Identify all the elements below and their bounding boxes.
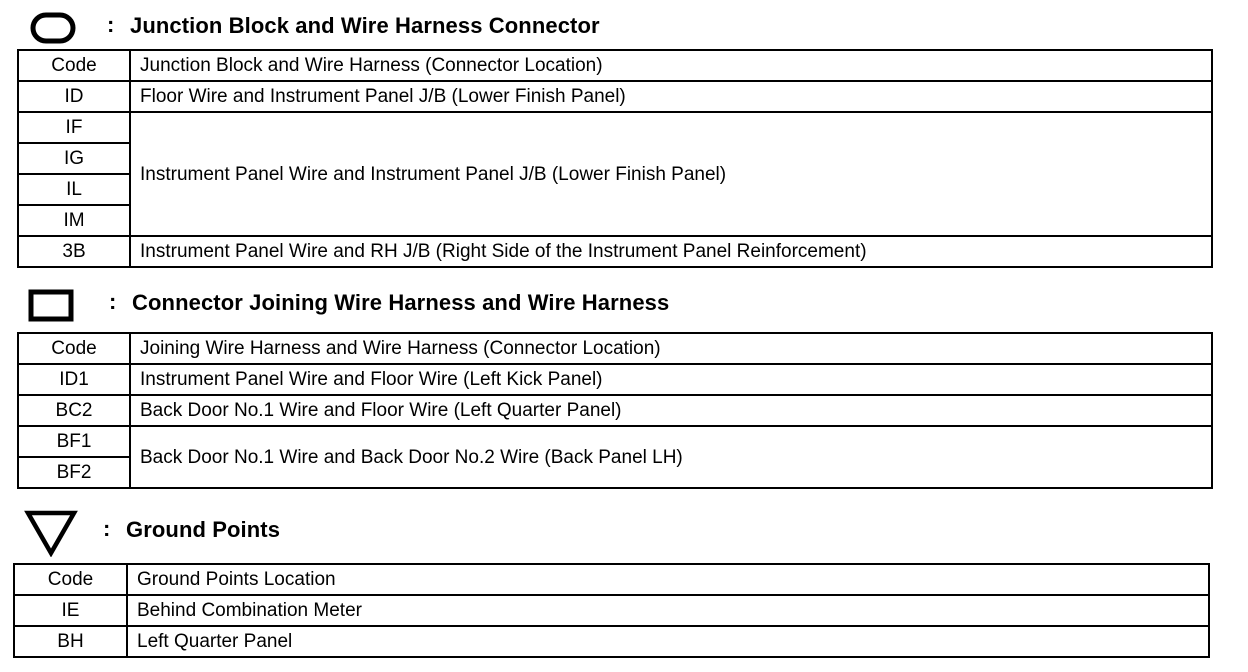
code-header: Code — [14, 564, 127, 595]
section-colon: : — [107, 12, 115, 37]
connector-joining-table — [17, 332, 1213, 489]
table-header-row — [18, 50, 1212, 81]
location-cell: Instrument Panel Wire and Floor Wire (Left Kick Panel) — [130, 364, 1212, 395]
location-cell: Behind Combination Meter — [127, 595, 1209, 626]
table-row — [14, 595, 1209, 626]
code-cell: IG — [18, 143, 130, 174]
location-cell: Left Quarter Panel — [127, 626, 1209, 657]
location-cell: Back Door No.1 Wire and Floor Wire (Left Quarter Panel) — [130, 395, 1212, 426]
code-header: Code — [18, 50, 130, 81]
table-row — [18, 81, 1212, 112]
section-title-junction-block: Junction Block and Wire Harness Connector — [130, 13, 600, 38]
down-triangle-icon — [24, 509, 78, 557]
table-header-row — [18, 333, 1212, 364]
code-cell: BF1 — [18, 426, 130, 457]
junction-block-table — [17, 49, 1213, 268]
table-row — [18, 236, 1212, 267]
code-cell: BF2 — [18, 457, 130, 488]
rounded-rect-icon — [30, 12, 78, 44]
code-cell: ID1 — [18, 364, 130, 395]
section-title-connector-joining: Connector Joining Wire Harness and Wire Harness — [132, 290, 670, 315]
table-row — [18, 395, 1212, 426]
code-cell: BC2 — [18, 395, 130, 426]
code-cell: IF — [18, 112, 130, 143]
code-cell: ID — [18, 81, 130, 112]
section-colon: : — [109, 289, 117, 314]
location-header: Joining Wire Harness and Wire Harness (Connector Location) — [130, 333, 1212, 364]
location-cell: Instrument Panel Wire and Instrument Panel J/B (Lower Finish Panel) — [130, 112, 1212, 236]
table-row — [18, 364, 1212, 395]
location-header: Ground Points Location — [127, 564, 1209, 595]
location-cell: Instrument Panel Wire and RH J/B (Right Side of the Instrument Panel Reinforcement) — [130, 236, 1212, 267]
table-row — [18, 112, 1212, 143]
code-cell: IE — [14, 595, 127, 626]
table-row — [14, 626, 1209, 657]
code-cell: 3B — [18, 236, 130, 267]
code-cell: IM — [18, 205, 130, 236]
code-cell: BH — [14, 626, 127, 657]
code-header: Code — [18, 333, 130, 364]
location-cell: Floor Wire and Instrument Panel J/B (Lower Finish Panel) — [130, 81, 1212, 112]
table-row — [18, 426, 1212, 457]
table-header-row — [14, 564, 1209, 595]
section-title-ground-points: Ground Points — [126, 517, 281, 542]
square-icon — [28, 289, 76, 323]
ground-points-table — [13, 563, 1210, 658]
location-cell: Back Door No.1 Wire and Back Door No.2 Wire (Back Panel LH) — [130, 426, 1212, 488]
location-header: Junction Block and Wire Harness (Connector Location) — [130, 50, 1212, 81]
section-colon: : — [103, 516, 111, 541]
code-cell: IL — [18, 174, 130, 205]
